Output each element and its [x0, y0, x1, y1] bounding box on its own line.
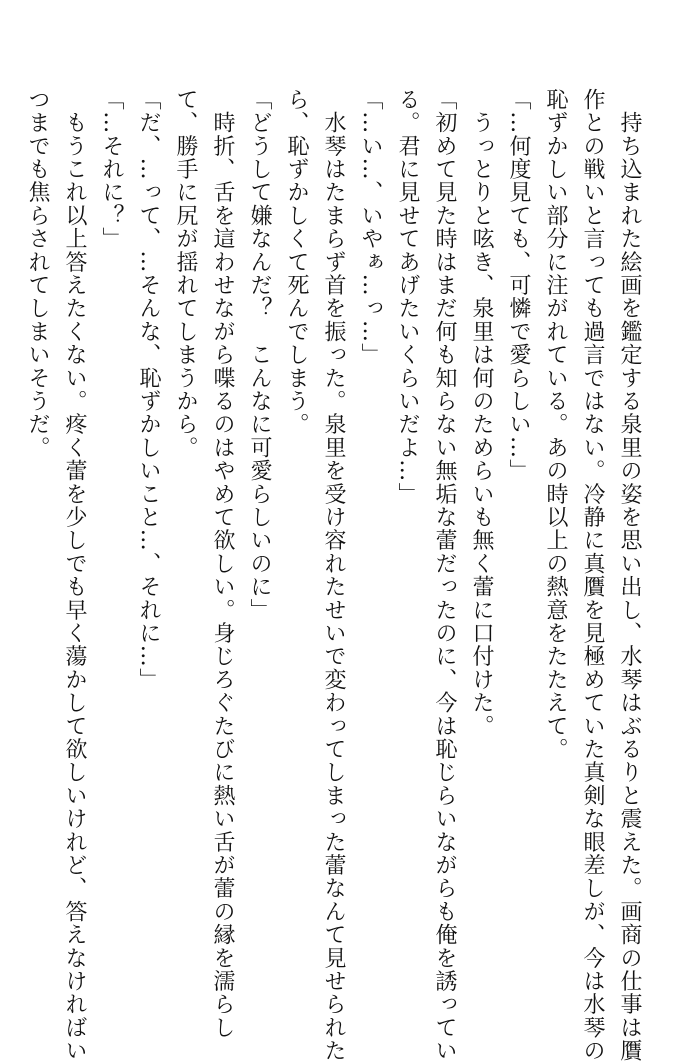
text-line: 「…何度見ても、可憐で愛らしい…」 — [506, 88, 531, 483]
text-line: 「どうして嫌なんだ？ こんなに可愛らしいのに」 — [247, 88, 272, 622]
text-line: 「…それに？」 — [99, 88, 124, 251]
text-line: 「だ、…って、…そんな、恥ずかしいこと…、それに…」 — [136, 88, 161, 692]
text-line: 「…い…、いやぁ…っ…」 — [358, 88, 383, 367]
text-line: 水琴はたまらず首を振った。泉里を受け容れたせいで変わってしまった蕾なんて見せられた — [321, 88, 346, 1062]
text-line: つまでも焦らされてしまいそうだ。 — [25, 88, 50, 460]
vertical-text-body — [19, 88, 648, 1062]
text-line: もうこれ以上答えたくない。疼く蕾を少しでも早く蕩かして欲しいけれど、答えなければい — [62, 88, 87, 1062]
text-line: ら、恥ずかしくて死んでしまう。 — [284, 88, 309, 436]
text-line: うっとりと呟き、泉里は何のためらいも無く蕾に口付けた。 — [469, 88, 494, 738]
text-line: て、勝手に尻が揺れてしまうから。 — [173, 88, 198, 460]
text-line: る。君に見せてあげたいくらいだよ…」 — [395, 88, 420, 506]
text-line: 恥ずかしい部分に注がれている。あの時以上の熱意をたたえて。 — [543, 88, 568, 761]
text-line: 「初めて見た時はまだ何も知らない無垢な蕾だったのに、今は恥じらいながらも俺を誘ってい — [432, 88, 457, 1062]
text-line: 持ち込まれた絵画を鑑定する泉里の姿を思い出し、水琴はぶるりと震えた。画商の仕事は贋 — [617, 88, 642, 1062]
text-line: 作との戦いと言っても過言ではない。冷静に真贋を見極めていた真剣な眼差しが、今は水琴の — [580, 88, 605, 1062]
text-line: 時折、舌を這わせながら喋るのはやめて欲しい。身じろぐたびに熱い舌が蕾の縁を濡らし — [210, 88, 235, 1040]
